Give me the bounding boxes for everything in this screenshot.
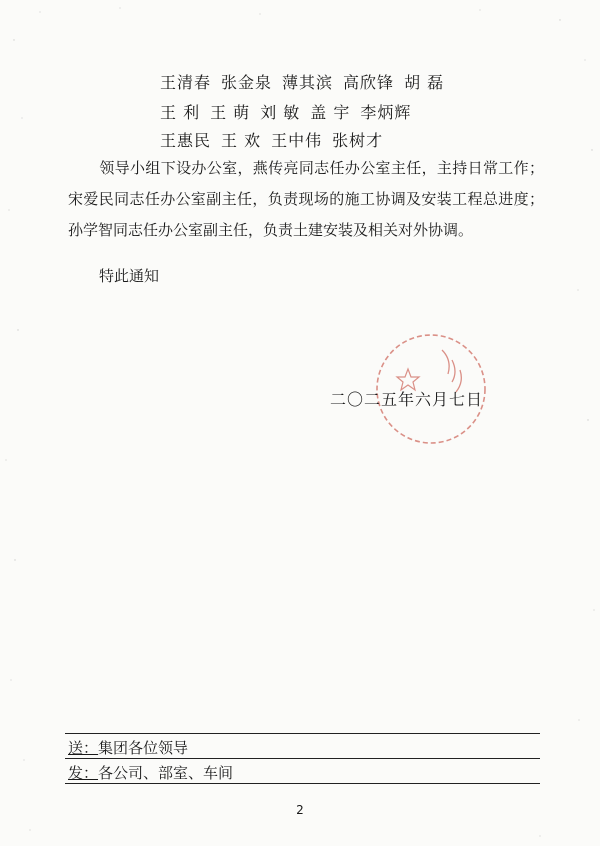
issue-to-row [68, 762, 233, 783]
member-name: 李炳辉 [360, 103, 412, 122]
divider-line [65, 733, 540, 734]
member-name: 王中伟 [271, 131, 323, 150]
member-name: 薄其滨 [282, 73, 334, 92]
members-row-3 [160, 128, 393, 151]
members-row-1 [160, 70, 454, 93]
send-to-row [68, 737, 188, 758]
member-name: 高欣锋 [343, 73, 395, 92]
member-name: 王惠民 [160, 131, 212, 150]
member-name: 王 萌 [210, 103, 251, 122]
closing-text: 特此通知 [99, 267, 160, 285]
send-label: 送： [68, 739, 99, 757]
member-name: 张树才 [332, 131, 384, 150]
members-row-2 [160, 100, 421, 123]
send-value: 集团各位领导 [98, 739, 189, 757]
issue-value: 各公司、部室、车间 [98, 764, 234, 782]
member-name: 盖 宇 [310, 103, 351, 122]
member-name: 张金泉 [221, 73, 273, 92]
divider-line [65, 758, 540, 759]
divider-line [65, 783, 540, 784]
member-name: 王清春 [160, 73, 212, 92]
issue-label: 发： [68, 764, 99, 782]
member-name: 刘 敏 [260, 103, 301, 122]
page-number: 2 [296, 803, 304, 817]
member-name: 王 欢 [221, 131, 262, 150]
issue-date: 二〇二五年六月七日 [330, 390, 484, 409]
body-paragraph [68, 153, 544, 246]
member-name: 胡 磊 [404, 73, 445, 92]
member-name: 王 利 [160, 103, 201, 122]
body-paragraph-text: 领导小组下设办公室，燕传亮同志任办公室主任，主持日常工作；宋爱民同志任办公室副主任，负责现场的施工协调及安装工程总进度；孙学智同志任办公室副主任，负责土建安装及相关对外协调。 [68, 159, 544, 239]
